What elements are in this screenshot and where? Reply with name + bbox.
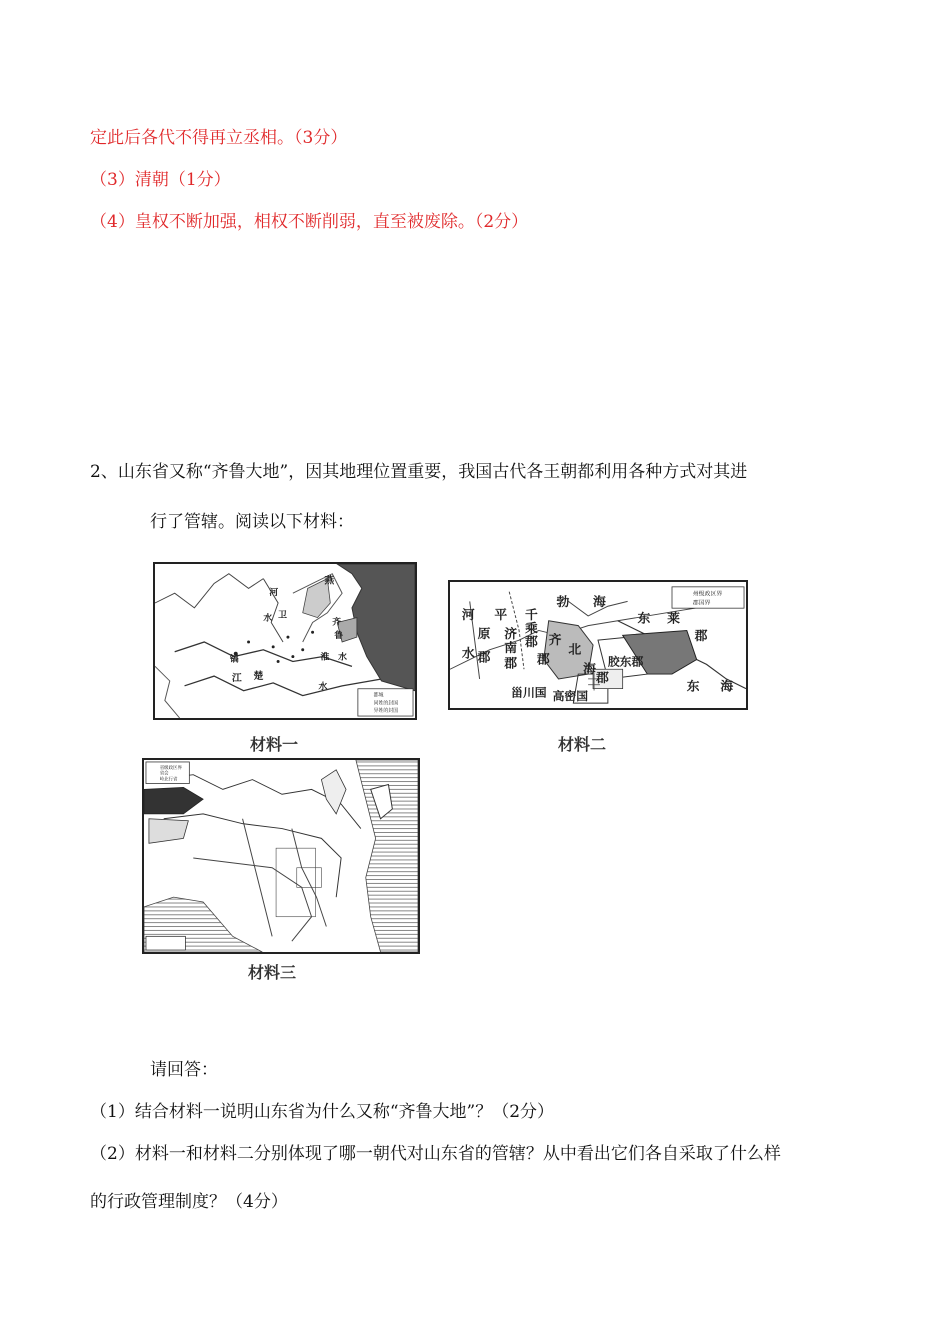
material-1-caption: 材料一 (250, 735, 299, 754)
m2-sheng: 乘 (524, 620, 538, 636)
m2-donghai-1: 东 (686, 678, 700, 694)
question-2-intro-cont: 行了管辖。阅读以下材料： (150, 512, 354, 532)
m2-dong: 东 (637, 610, 651, 626)
material-3-caption: 材料三 (248, 963, 297, 982)
material-2-map (448, 580, 748, 710)
m2-zichuan: 甾川国 (511, 685, 547, 700)
material-3-map (142, 758, 420, 954)
m2-jun3: 郡 (524, 634, 538, 649)
m1-label-qi: 齐 (332, 617, 342, 628)
m2-yuan: 原 (477, 626, 491, 642)
m3-legend-3: 岭北行省 (159, 777, 178, 783)
answer-line-3: （4）皇权不断加强，相权不断削弱，直至被废除。（2分） (90, 212, 529, 232)
m1-label-shui3: 水 (318, 681, 328, 692)
m1-label-he: 河 (269, 588, 279, 599)
m2-jiaodong: 胶东郡 (607, 654, 644, 669)
sub-question-1: （1）结合材料一说明山东省为什么又称“齐鲁大地”？（2分） (90, 1102, 555, 1122)
m2-hai1: 海 (583, 661, 597, 677)
question-2-intro: 2、山东省又称“齐鲁大地”，因其地理位置重要，我国古代各王朝都利用各种方式对其进 (90, 462, 748, 482)
m2-legend-2: 郡国界 (692, 600, 711, 607)
m2-jun1: 郡 (477, 649, 491, 665)
material-2-caption: 材料二 (558, 735, 607, 754)
m1-label-lu: 鲁 (334, 631, 344, 642)
m3-legend-1: 省级政区界 (159, 765, 182, 771)
m1-label-jiang: 江 (231, 673, 242, 684)
m1-label-yan: 燕 (324, 575, 335, 587)
m2-gaomi: 高密国 (552, 689, 589, 704)
m3-legend-2: 省会 (159, 771, 169, 777)
m2-ji: 济 (504, 626, 518, 642)
material-1-map (153, 562, 417, 720)
m2-jun5: 郡 (596, 669, 609, 685)
m2-jun4: 郡 (536, 651, 550, 667)
m1-legend-1: 都城 (373, 692, 384, 699)
m2-he: 河 (461, 606, 475, 622)
m1-legend-2: 同姓的封国 (373, 700, 399, 707)
m1-label-huai: 淮 (320, 652, 330, 663)
m2-jun2: 郡 (504, 655, 518, 671)
m2-donghai-2: 海 (720, 678, 734, 694)
m2-lai: 莱 (667, 610, 680, 626)
m2-qian: 千 (524, 606, 538, 622)
m2-hai2: 海 (593, 594, 606, 610)
m2-qi: 齐 (548, 632, 562, 648)
m1-label-hao: 镐 (229, 654, 239, 665)
m2-bo: 勃 (556, 594, 570, 610)
m2-bei: 北 (568, 641, 582, 657)
sub-question-2: （2）材料一和材料二分别体现了哪一朝代对山东省的管辖？从中看出它们各自采取了什么样 (90, 1144, 781, 1164)
m1-legend-3: 异姓的封国 (373, 708, 399, 715)
answer-prompt: 请回答： (150, 1060, 218, 1080)
m2-legend-1: 州级政区界 (692, 591, 723, 598)
m1-label-chu: 楚 (253, 671, 264, 682)
m2-ping: 平 (494, 606, 508, 622)
m2-nan: 南 (504, 639, 518, 655)
answer-line-1: 定此后各代不得再立丞相。（3分） (90, 128, 348, 148)
m2-shui: 水 (461, 645, 475, 661)
m1-label-wei: 卫 (278, 610, 287, 621)
sub-question-2-cont: 的行政管理制度？（4分） (90, 1192, 288, 1212)
m1-label-shui: 水 (263, 613, 273, 624)
m2-jun6: 郡 (694, 628, 708, 644)
answer-line-2: （3）清朝（1分） (90, 170, 231, 190)
m1-label-shui2: 水 (338, 652, 348, 663)
